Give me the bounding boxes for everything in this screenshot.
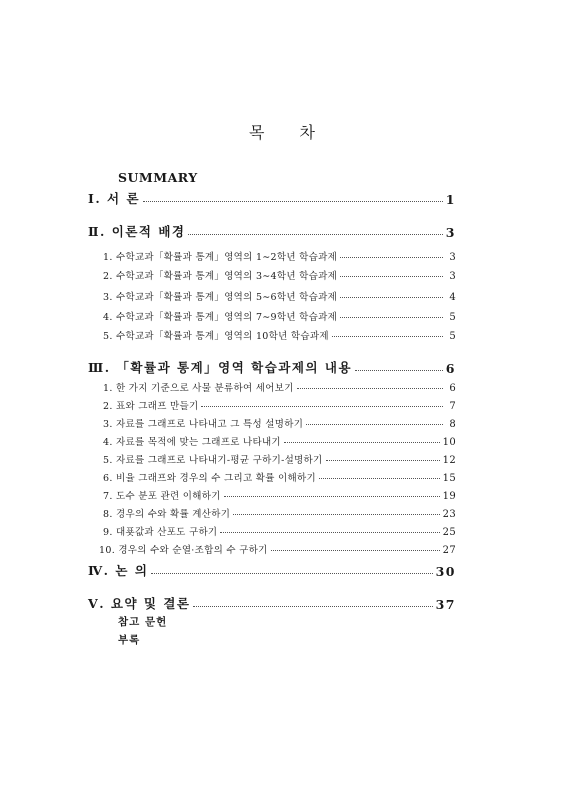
section-label: 1. 한 가지 기준으로 사물 분류하여 세어보기 — [103, 383, 294, 394]
toc-chapter-2[interactable] — [88, 222, 456, 240]
chapter-label: Ⅰ. 서 론 — [88, 191, 141, 206]
toc-section[interactable] — [103, 264, 456, 282]
page-number: 3 — [449, 252, 456, 263]
dot-leader — [271, 550, 440, 551]
dot-leader — [326, 460, 440, 461]
page-number: 1 — [445, 192, 456, 207]
dot-leader — [188, 234, 442, 235]
section-label: 1. 수학교과「확률과 통계」영역의 1∼2학년 학습과제 — [103, 252, 338, 263]
page-number: 5 — [449, 331, 456, 342]
toc-section[interactable] — [103, 245, 456, 263]
dot-leader — [143, 201, 443, 202]
section-label: 2. 표와 그래프 만들기 — [103, 401, 199, 412]
page-number: 27 — [442, 545, 456, 556]
section-label: 7. 도수 분포 관련 이해하기 — [103, 491, 221, 502]
dot-leader — [355, 370, 443, 371]
section-label: 10. 경우의 수와 순열·조합의 수 구하기 — [99, 545, 268, 556]
page-number: 6 — [449, 383, 456, 394]
toc-section[interactable] — [103, 412, 456, 430]
appendix-entry[interactable]: 부록 — [118, 634, 141, 646]
section-label: 8. 경우의 수와 확률 계산하기 — [103, 509, 231, 520]
dot-leader — [306, 424, 443, 425]
section-label: 6. 비율 그래프와 경우의 수 그리고 확률 이해하기 — [103, 473, 316, 484]
section-label: 4. 자료를 목적에 맞는 그래프로 나타내기 — [103, 437, 281, 448]
toc-section[interactable] — [99, 538, 456, 556]
page-number: 10 — [442, 437, 456, 448]
toc-chapter-3[interactable] — [88, 358, 456, 376]
toc-section[interactable] — [103, 324, 456, 342]
section-label: 2. 수학교과「확률과 통계」영역의 3∼4학년 학습과제 — [103, 271, 338, 282]
page-number: 4 — [449, 292, 456, 303]
page-number: 15 — [442, 473, 456, 484]
page-number: 7 — [449, 401, 456, 412]
toc-section[interactable] — [103, 466, 456, 484]
toc-section[interactable] — [103, 484, 456, 502]
chapter-label: Ⅳ. 논 의 — [88, 563, 149, 578]
dot-leader — [340, 317, 443, 318]
dot-leader — [233, 514, 439, 515]
summary-heading: SUMMARY — [118, 170, 198, 185]
section-label: 3. 자료를 그래프로 나타내고 그 특성 설명하기 — [103, 419, 304, 430]
page-number: 8 — [449, 419, 456, 430]
page-number: 19 — [442, 491, 456, 502]
page-number: 3 — [445, 225, 456, 240]
page-number: 3 — [449, 271, 456, 282]
chapter-label: Ⅲ. 「확률과 통계」영역 학습과제의 내용 — [88, 360, 353, 375]
dot-leader — [151, 573, 432, 574]
page-number: 23 — [442, 509, 456, 520]
toc-section[interactable] — [103, 448, 456, 466]
toc-section[interactable] — [103, 376, 456, 394]
toc-section[interactable] — [103, 430, 456, 448]
toc-title: 목 차 — [249, 123, 317, 142]
page-number: 30 — [435, 564, 456, 579]
dot-leader — [224, 496, 440, 497]
page-number: 5 — [449, 312, 456, 323]
page-number: 6 — [445, 361, 456, 376]
dot-leader — [340, 276, 443, 277]
section-label: 5. 수학교과「확률과 통계」영역의 10학년 학습과제 — [103, 331, 329, 342]
toc-section[interactable] — [103, 502, 456, 520]
toc-chapter-1[interactable] — [88, 189, 456, 207]
toc-section[interactable] — [103, 520, 456, 538]
toc-section[interactable] — [103, 305, 456, 323]
toc-chapter-4[interactable] — [88, 561, 456, 579]
toc-section[interactable] — [103, 394, 456, 412]
references-entry[interactable]: 참고 문헌 — [118, 616, 168, 628]
section-label: 5. 자료를 그래프로 나타내기-평균 구하기-설명하기 — [103, 455, 323, 466]
page-number: 25 — [442, 527, 456, 538]
section-label: 3. 수학교과「확률과 통계」영역의 5∼6학년 학습과제 — [103, 292, 338, 303]
dot-leader — [201, 406, 443, 407]
chapter-label: Ⅱ. 이론적 배경 — [88, 224, 186, 239]
chapter-label: Ⅴ. 요약 및 결론 — [88, 596, 191, 611]
dot-leader — [220, 532, 439, 533]
section-label: 9. 대푯값과 산포도 구하기 — [103, 527, 218, 538]
toc-section[interactable] — [103, 285, 456, 303]
dot-leader — [193, 606, 432, 607]
toc-chapter-5[interactable] — [88, 594, 456, 612]
dot-leader — [284, 442, 440, 443]
page-number: 37 — [435, 597, 456, 612]
dot-leader — [340, 297, 443, 298]
section-label: 4. 수학교과「확률과 통계」영역의 7∼9학년 학습과제 — [103, 312, 338, 323]
page-number: 12 — [442, 455, 456, 466]
dot-leader — [332, 336, 443, 337]
dot-leader — [340, 257, 443, 258]
dot-leader — [297, 388, 443, 389]
dot-leader — [319, 478, 440, 479]
